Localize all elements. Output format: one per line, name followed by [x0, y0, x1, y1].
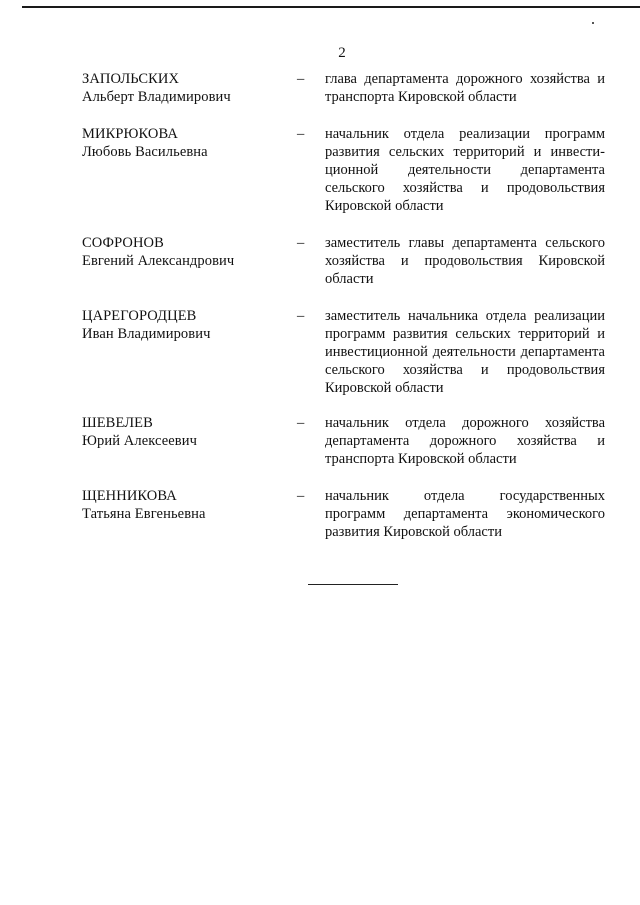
member-position: заместитель главы департамента сельского хозяйства и продовольствия Кировской области: [325, 235, 605, 287]
separator-dash: –: [297, 71, 305, 87]
separator-dash: –: [297, 415, 305, 431]
separator-dash: –: [297, 126, 305, 142]
member-position: начальник отдела реализации программ развития сельских территорий и инвестиционной деятельности департамента сельского хозяйства и продовольствия Кировской области: [325, 126, 605, 214]
closing-separator-line: [308, 584, 398, 585]
member-given-names: Любовь Васильевна: [82, 144, 208, 160]
member-surname: ЦАРЕГОРОДЦЕВ: [82, 308, 197, 324]
scan-speck: [592, 22, 594, 24]
page-number: 2: [338, 45, 346, 61]
member-surname: ЩЕННИКОВА: [82, 488, 177, 504]
member-given-names: Иван Владимирович: [82, 326, 211, 342]
member-surname: СОФРОНОВ: [82, 235, 164, 251]
member-name: [82, 70, 282, 106]
member-name: [82, 414, 282, 450]
member-surname: ЗАПОЛЬСКИХ: [82, 71, 180, 87]
top-border-line: [22, 6, 640, 8]
member-position: глава департамента дорожного хозяйства и транспорта Кировской области: [325, 71, 605, 105]
member-name: [82, 487, 282, 523]
member-position: начальник отдела дорожного хозяйства департамента дорожного хозяйства и транспорта Кировской области: [325, 415, 605, 467]
member-position: заместитель начальника отдела реализации программ развития сельских территорий и инвестиционной деятельности департамента сельского хозяйства и продовольствия Кировской области: [325, 308, 605, 396]
member-surname: МИКРЮКОВА: [82, 126, 178, 142]
member-position: начальник отдела государственных программ департамента экономического развития Кировской области: [325, 488, 605, 540]
member-name: [82, 307, 282, 343]
member-name: [82, 125, 282, 161]
member-surname: ШЕВЕЛЕВ: [82, 415, 153, 431]
member-given-names: Юрий Алексеевич: [82, 433, 198, 449]
member-name: [82, 234, 282, 270]
member-given-names: Альберт Владимирович: [82, 89, 231, 105]
member-given-names: Татьяна Евгеньевна: [82, 506, 206, 522]
separator-dash: –: [297, 235, 305, 251]
separator-dash: –: [297, 488, 305, 504]
member-given-names: Евгений Александрович: [82, 253, 235, 269]
separator-dash: –: [297, 308, 305, 324]
